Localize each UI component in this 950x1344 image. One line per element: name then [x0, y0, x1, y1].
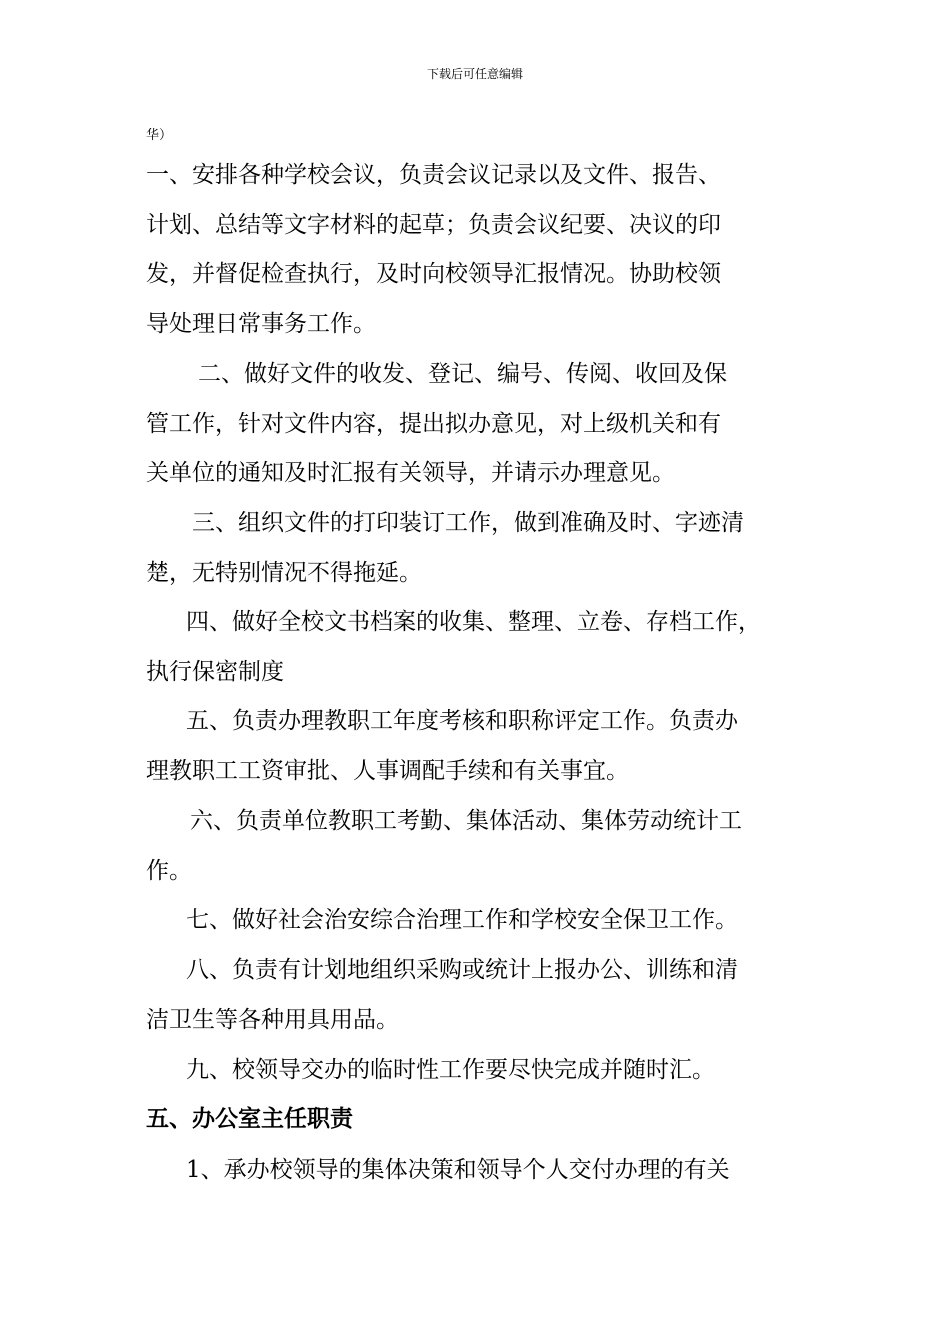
paragraph-line: 九、校领导交办的临时性工作要尽快完成并随时汇。	[186, 1057, 715, 1083]
paragraph-line: 计划、总结等文字材料的起草；负责会议纪要、决议的印	[146, 212, 721, 238]
continued-text-fragment: 华）	[146, 128, 173, 143]
paragraph-line: 管工作，针对文件内容，提出拟办意见，对上级机关和有	[146, 411, 721, 437]
page-header: 下载后可任意编辑	[426, 67, 523, 81]
paragraph-line: 理教职工工资审批、人事调配手续和有关事宜。	[146, 758, 629, 784]
paragraph-line: 发，并督促检查执行，及时向校领导汇报情况。协助校领	[146, 261, 721, 287]
paragraph-line: 三、组织文件的打印装订工作，做到准确及时、字迹清	[192, 510, 744, 536]
paragraph-line: 八、负责有计划地组织采购或统计上报办公、训练和清	[186, 957, 738, 983]
paragraph-line: 1、承办校领导的集体决策和领导个人交付办理的有关	[186, 1157, 730, 1183]
paragraph-line: 六、负责单位教职工考勤、集体活动、集体劳动统计工	[190, 808, 742, 834]
paragraph-line: 一、安排各种学校会议，负责会议记录以及文件、报告、	[146, 162, 721, 188]
paragraph-line: 五、负责办理教职工年度考核和职称评定工作。负责办	[186, 708, 738, 734]
paragraph-line: 七、做好社会治安综合治理工作和学校安全保卫工作。	[186, 907, 738, 933]
paragraph-line: 导处理日常事务工作。	[146, 311, 376, 337]
section-heading: 五、办公室主任职责	[146, 1105, 353, 1132]
paragraph-line: 洁卫生等各种用具用品。	[146, 1007, 399, 1033]
paragraph-line: 作。	[146, 858, 192, 884]
paragraph-line: 四、做好全校文书档案的收集、整理、立卷、存档工作，	[186, 609, 761, 635]
paragraph-line: 二、做好文件的收发、登记、编号、传阅、收回及保	[198, 361, 727, 387]
paragraph-line: 关单位的通知及时汇报有关领导，并请示办理意见。	[146, 460, 675, 486]
paragraph-line: 楚，无特别情况不得拖延。	[146, 560, 422, 586]
paragraph-line: 执行保密制度	[146, 659, 284, 685]
